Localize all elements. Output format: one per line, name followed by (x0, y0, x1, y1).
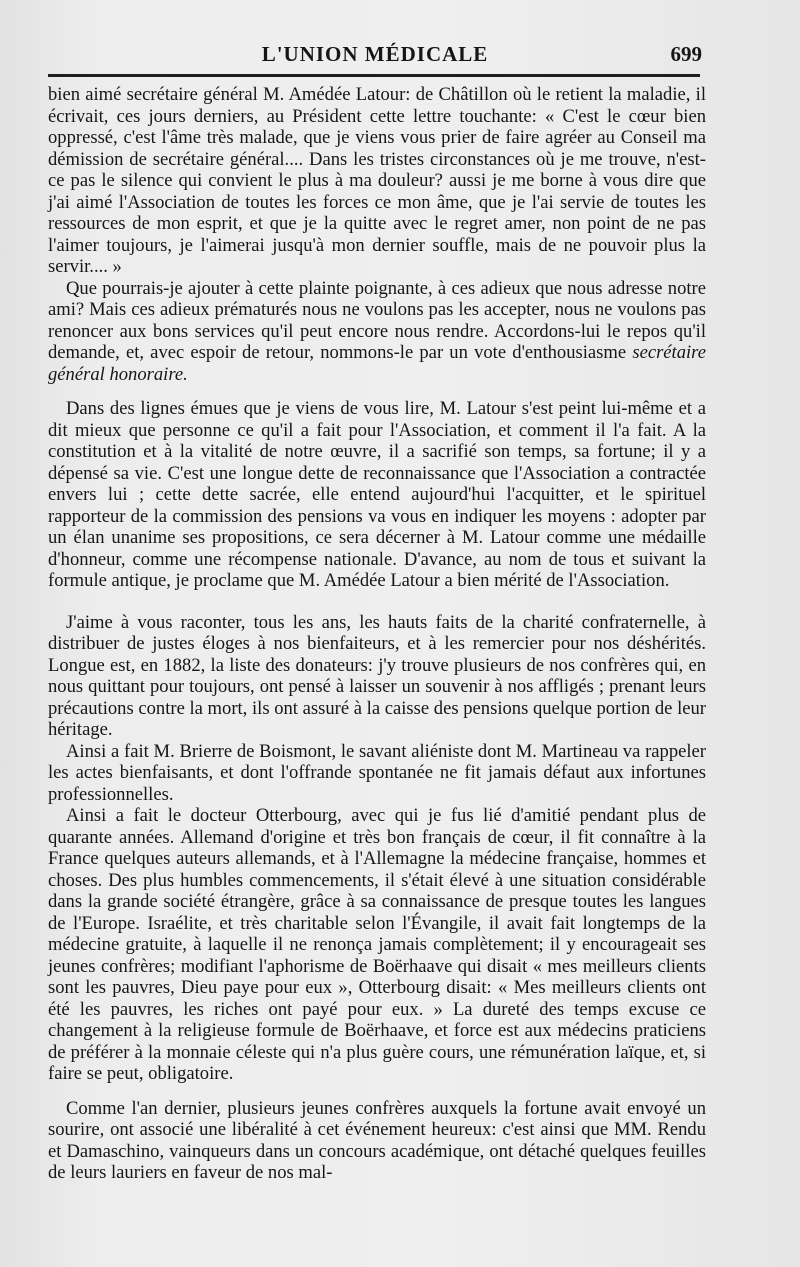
running-head (48, 38, 702, 70)
article-body (48, 84, 706, 1184)
journal-title: L'UNION MÉDICALE (261, 42, 489, 66)
page-number: 699 (670, 42, 702, 66)
paragraph-latour-letter: bien aimé secrétaire général M. Amédée Latour: de Châtillon où le retient la maladie, il écrivait, ces jours derniers, au Président cette lettre touchante: « C'est le cœur bien oppressé, c'est l'âme très malade, que je viens vous prier de faire agréer au Conseil ma démission de secrétaire général.... Dans les tristes circonstances où je me trouve, n'est-ce pas le silence qui convient le plus à ma douleur? aussi je me borne à vous dire que j'ai aimé l'Association de toutes les forces ce mon âme, que je l'ai servie de toutes les ressources de mon esprit, et que je la quitte avec le regret amer, non point de ne pas l'aimer toujours, je l'aimerai jusqu'à mon dernier souffle, mais de ne pouvoir plus la servir.... » (48, 84, 706, 277)
paragraph-brierre-de-boismont: Ainsi a fait M. Brierre de Boismont, le savant aliéniste dont M. Martineau va rappeler les actes bienfaisants, et dont l'offrande spontanée ne fit jamais défaut aux infortunes professionnelles. (48, 740, 706, 805)
paragraph-honorary-vote (48, 278, 706, 386)
header-rule (48, 74, 700, 77)
paragraph-honorary-vote-text: Que pourrais-je ajouter à cette plainte poignante, à ces adieux que nous adresse notre ami? Mais ces adieux prématurés nous ne voulons pas les accepter, nous ne voulons pas renoncer aux bons services qu'il peut encore nous rendre. Accordons-lui le repos qu'il demande, et, avec espoir de retour, nommons-le par un vote d'enthousiasme (48, 277, 706, 363)
paragraph-young-colleagues: Comme l'an dernier, plusieurs jeunes confrères auxquels la fortune avait envoyé un sourire, ont associé une libéralité à cet événement heureux: c'est ainsi que MM. Rendu et Damaschino, vainqueurs dans un concours académique, ont détaché quelques feuilles de leurs lauriers en faveur de nos mal- (48, 1097, 706, 1183)
paragraph-tribute: Dans des lignes émues que je viens de vous lire, M. Latour s'est peint lui-même et a dit mieux que personne ce qu'il a fait pour l'Association, et comment il l'a fait. A la constitution et à la vitalité de notre œuvre, il a sacrifié son temps, sa fortune; il y a dépensé sa vie. C'est une longue dette de reconnaissance que l'Association a contractée envers lui ; cette dette sacrée, elle entend aujourd'hui l'acquitter, et le spirituel rapporteur de la commission des pensions va vous en indiquer les moyens : adopter par un élan unanime ses propositions, ce sera décerner à M. Latour comme une médaille d'honneur, comme une récompense nationale. D'avance, au nom de tous et suivant la formule antique, je proclame que M. Amédée Latour a bien mérité de l'Association. (48, 398, 706, 591)
paragraph-otterbourg: Ainsi a fait le docteur Otterbourg, avec qui je fus lié d'amitié pendant plus de quarante années. Allemand d'origine et très bon français de cœur, il fit connaître à la France quelques auteurs allemands, et à l'Allemagne la médecine française, hommes et choses. Des plus humbles commencements, il s'était élevé à une situation considérable dans la grande société étrangère, grâce à sa connaissance de presque toutes les langues de l'Europe. Israélite, et très charitable selon l'Évangile, il avait fait longtemps de la médecine gratuite, à laquelle il ne renonça jamais complètement; il y encourageait ses jeunes confrères; modifiant l'aphorisme de Boërhaave qui disait « mes meilleurs clients sont les pauvres, Dieu paye pour eux », Otterbourg disait: « Mes meilleurs clients ont été les pauvres, les riches ont payé pour eux. » La dureté des temps excuse ce changement à la religieuse formule de Boërhaave, et force est aux médecins praticiens de préférer à la monnaie céleste qui n'a plus guère cours, une rémunération laïque, et, si faire se peut, obligatoire. (48, 805, 706, 1084)
honorary-title-italic: secrétaire général honoraire. (48, 342, 706, 385)
paragraph-donors: J'aime à vous raconter, tous les ans, les hauts faits de la charité confraternelle, à distribuer de justes éloges à nos bienfaiteurs, et à les remercier pour nos déshérités. Longue est, en 1882, la liste des donateurs: j'y trouve plusieurs de nos confrères qui, en nous quittant pour toujours, ont pensé à laisser un souvenir à nos affligés ; prenant leurs précautions contre la mort, ils ont assuré à la caisse des pensions quelque portion de leur héritage. (48, 611, 706, 740)
